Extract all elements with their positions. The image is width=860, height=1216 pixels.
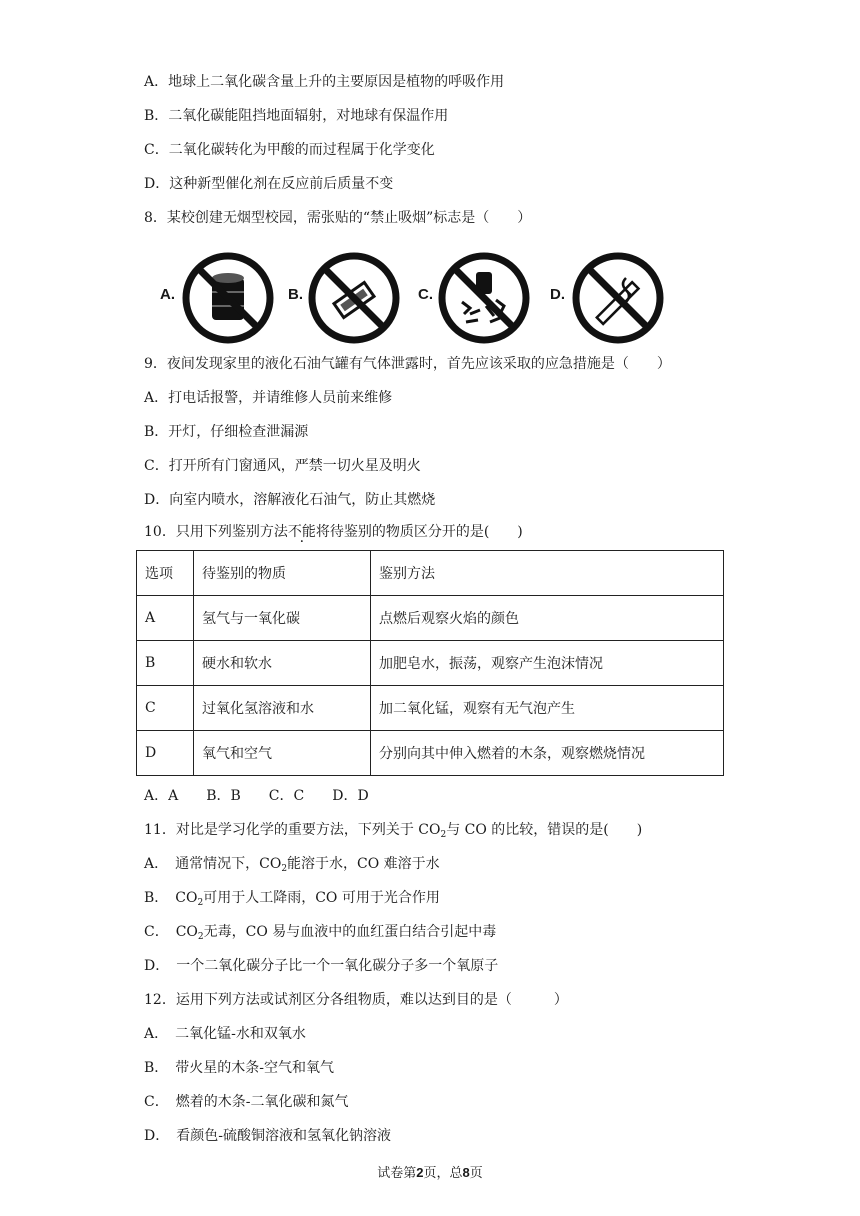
table-row (137, 686, 724, 731)
page-footer (0, 1162, 860, 1181)
table-header-row (137, 551, 724, 596)
no-oil-barrel-icon (180, 250, 276, 346)
q11-option-b (144, 888, 440, 908)
q9-option-b: B．开灯，仔细检查泄漏源 (144, 424, 309, 440)
q11-option-b-part: 可用于人工降雨，CO 可用于光合作用 (203, 890, 440, 906)
sign-label-a: A. (160, 286, 175, 303)
table-row (137, 731, 724, 776)
q10-table (136, 550, 724, 776)
footer-page-number: 2 (416, 1165, 424, 1180)
q7-option-d: D．这种新型催化剂在反应前后质量不变 (144, 176, 394, 192)
q10-stem-suffix: 将待鉴别的物质区分开的是( ) (315, 524, 523, 540)
sign-label-b: B. (288, 286, 303, 303)
q11-stem (144, 820, 642, 840)
table-row (137, 596, 724, 641)
no-smoking-icon (570, 250, 666, 346)
q10-answer-options: A．A B．B C．C D．D (144, 788, 369, 804)
q11-option-a (144, 854, 440, 874)
sign-label-c: C. (418, 286, 433, 303)
q10-stem-prefix: 10．只用下列鉴别方法 (144, 524, 288, 540)
table-cell: 点燃后观察火焰的颜色 (371, 596, 724, 641)
table-cell: A (137, 596, 194, 641)
table-cell: 硬水和软水 (194, 641, 371, 686)
q7-option-a: A．地球上二氧化碳含量上升的主要原因是植物的呼吸作用 (144, 74, 505, 90)
q11-option-d: D． 一个二氧化碳分子比一个一氧化碳分子多一个氧原子 (144, 958, 499, 974)
q11-stem-part: 11．对比是学习化学的重要方法，下列关于 CO (144, 822, 441, 838)
q9-stem: 9．夜间发现家里的液化石油气罐有气体泄露时，首先应该采取的应急措施是（ ） (144, 356, 671, 372)
q9-option-d: D．向室内喷水，溶解液化石油气，防止其燃烧 (144, 492, 436, 508)
q12-option-a: A． 二氧化锰-水和双氧水 (144, 1026, 306, 1042)
table-cell: 氧气和空气 (194, 731, 371, 776)
table-cell: 加二氧化锰，观察有无气泡产生 (371, 686, 724, 731)
footer-total-pages: 8 (462, 1165, 470, 1180)
q9-option-c: C．打开所有门窗通风，严禁一切火星及明火 (144, 458, 421, 474)
table-cell: 加肥皂水，振荡，观察产生泡沫情况 (371, 641, 724, 686)
q9-option-a: A．打电话报警，并请维修人员前来维修 (144, 390, 393, 406)
q12-option-b: B． 带火星的木条-空气和氧气 (144, 1060, 335, 1076)
subscript: 2 (197, 932, 204, 942)
table-header-cell: 待鉴别的物质 (194, 551, 371, 596)
table-cell: 过氧化氢溶液和水 (194, 686, 371, 731)
table-cell: B (137, 641, 194, 686)
q11-option-a-part: 能溶于水，CO 难溶于水 (287, 856, 440, 872)
subscript: 2 (197, 898, 204, 908)
q12-stem: 12．运用下列方法或试剂区分各组物质，难以达到目的是（ ） (144, 992, 568, 1008)
q11-option-c (144, 922, 496, 942)
q10-stem-emphasis: 不能 (287, 524, 316, 540)
table-cell: C (137, 686, 194, 731)
q12-option-c: C． 燃着的木条-二氧化碳和氮气 (144, 1094, 349, 1110)
table-cell: 分别向其中伸入燃着的木条，观察燃烧情况 (371, 731, 724, 776)
q7-option-b: B．二氧化碳能阻挡地面辐射，对地球有保温作用 (144, 108, 449, 124)
footer-text: 页 (469, 1166, 483, 1181)
table-cell: D (137, 731, 194, 776)
q12-option-d: D． 看颜色-硫酸铜溶液和氢氧化钠溶液 (144, 1128, 391, 1144)
footer-text: 试卷第 (377, 1166, 417, 1181)
no-matches-icon (306, 250, 402, 346)
q8-stem: 8．某校创建无烟型校园，需张贴的“禁止吸烟”标志是（ ） (144, 210, 532, 226)
q8-sign-row (160, 250, 680, 346)
q11-stem-part: 与 CO 的比较，错误的是( ) (446, 822, 643, 838)
q10-stem (144, 522, 523, 542)
table-header-cell: 选项 (137, 551, 194, 596)
subscript: 2 (440, 830, 447, 840)
q11-option-b-part: B． CO (144, 890, 198, 906)
table-cell: 氢气与一氧化碳 (194, 596, 371, 641)
footer-text: 页，总 (423, 1166, 463, 1181)
q11-option-c-part: 无毒，CO 易与血液中的血红蛋白结合引起中毒 (203, 924, 497, 940)
q11-option-a-part: A． 通常情况下，CO (144, 856, 282, 872)
q7-option-c: C．二氧化碳转化为甲酸的而过程属于化学变化 (144, 142, 435, 158)
q11-option-c-part: C． CO (144, 924, 198, 940)
no-firecrackers-icon (436, 250, 532, 346)
sign-label-d: D. (550, 286, 565, 303)
table-header-cell: 鉴别方法 (371, 551, 724, 596)
table-row (137, 641, 724, 686)
subscript: 2 (281, 864, 288, 874)
